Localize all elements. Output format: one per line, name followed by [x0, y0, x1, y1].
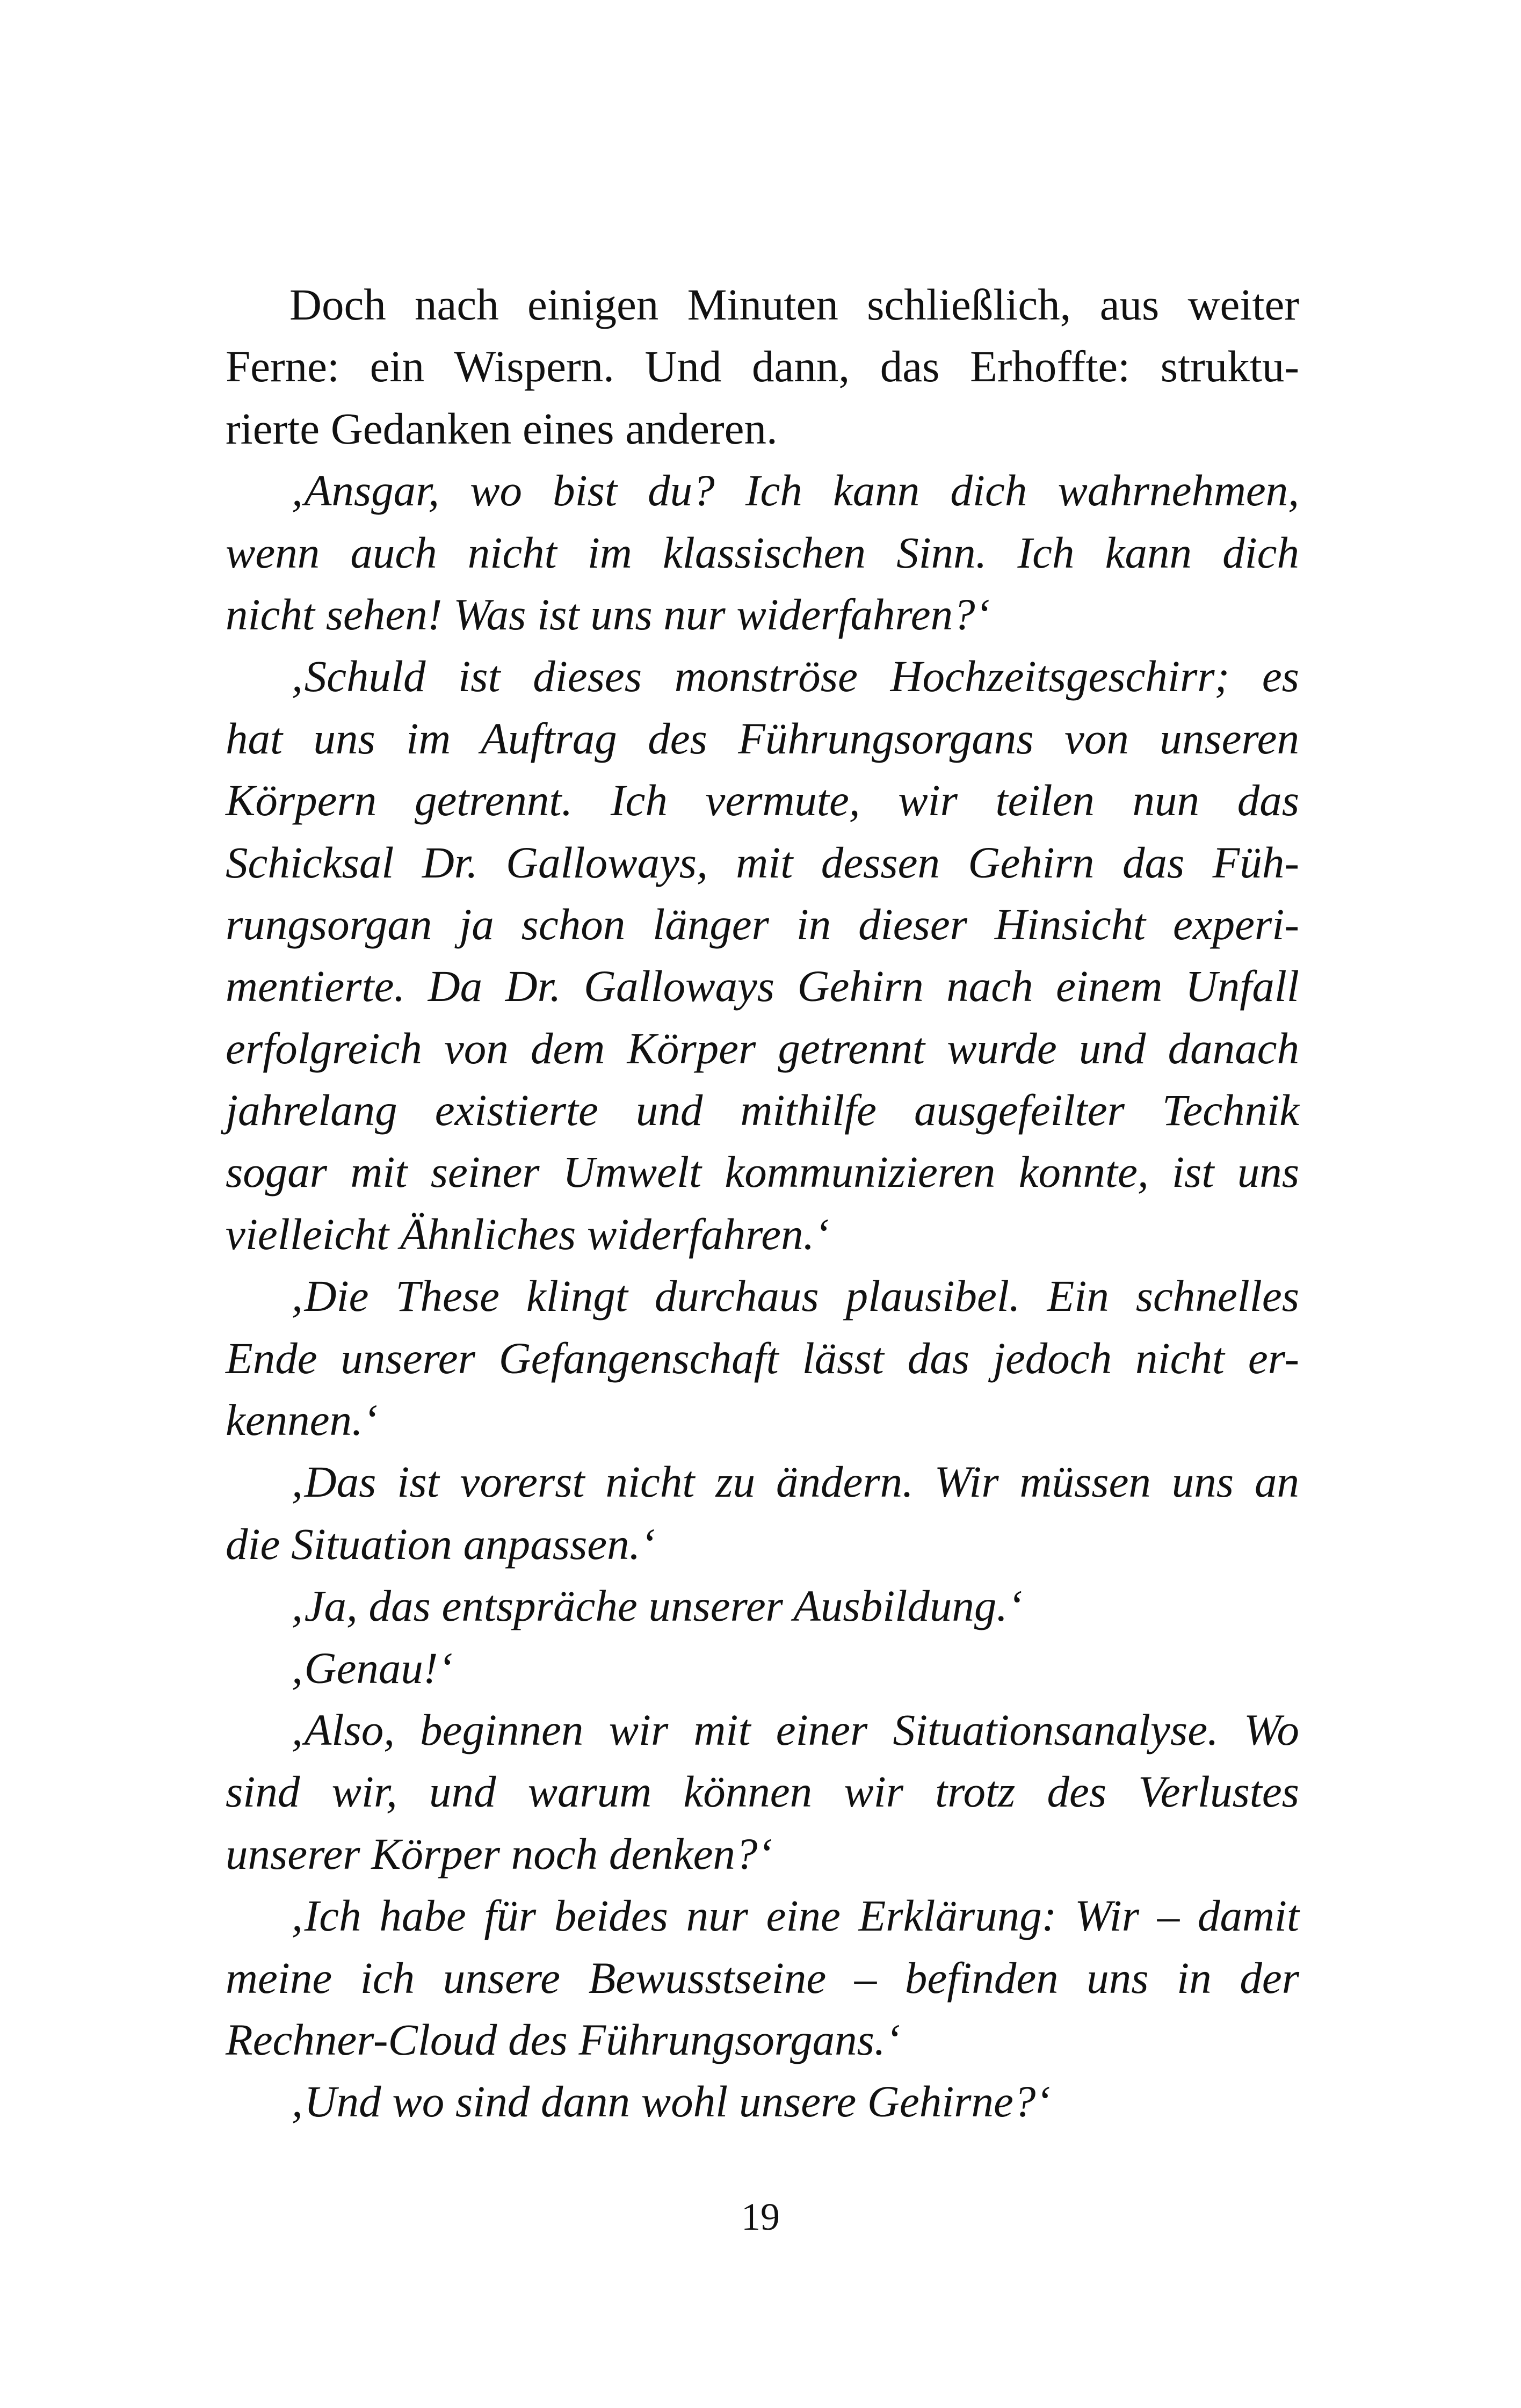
text-line: ‚Genau!‘: [289, 1643, 453, 1693]
text-line: die Situation anpassen.‘: [226, 1519, 655, 1569]
text-line: ‚Das ist vorerst nicht zu ändern. Wir müssen uns an: [289, 1457, 1299, 1507]
text-line: ‚Die These klingt durchaus plausibel. Ein schnelles: [289, 1271, 1299, 1321]
text-line: Schicksal Dr. Galloways, mit dessen Gehirn das Füh-: [226, 837, 1299, 887]
text-line: kennen.‘: [226, 1395, 378, 1445]
text-line: Ende unserer Gefangenschaft lässt das jedoch nicht er-: [226, 1333, 1299, 1383]
text-line: Körpern getrennt. Ich vermute, wir teilen nun das: [226, 775, 1299, 825]
text-line: Doch nach einigen Minuten schließlich, aus weiter: [289, 280, 1299, 329]
text-line: meine ich unsere Bewusstseine – befinden uns in der: [226, 1953, 1299, 2003]
text-line: Ferne: ein Wispern. Und dann, das Erhoffte: struktu-: [226, 342, 1299, 391]
text-line: ‚Ansgar, wo bist du? Ich kann dich wahrnehmen,: [289, 466, 1299, 516]
text-line: ‚Ja, das entspräche unserer Ausbildung.‘: [289, 1581, 1023, 1631]
text-line: wenn auch nicht im klassischen Sinn. Ich kann dich: [226, 527, 1299, 577]
text-line: sind wir, und warum können wir trotz des Verlustes: [226, 1767, 1299, 1817]
text-line: nicht sehen! Was ist uns nur widerfahren?‘: [226, 589, 990, 639]
text-line: unserer Körper noch denken?‘: [226, 1829, 773, 1878]
text-line: jahrelang existierte und mithilfe ausgefeilter Technik: [226, 1085, 1299, 1135]
text-line: rungsorgan ja schon länger in dieser Hinsicht experi-: [226, 899, 1299, 949]
text-line: ‚Also, beginnen wir mit einer Situationsanalyse. Wo: [289, 1705, 1299, 1754]
text-line: rierte Gedanken eines anderen.: [226, 403, 778, 453]
text-line: mentierte. Da Dr. Galloways Gehirn nach einem Unfall: [226, 961, 1299, 1011]
text-line: Rechner-Cloud des Führungsorgans.‘: [226, 2014, 901, 2064]
body-text: [226, 274, 1299, 2133]
text-line: vielleicht Ähnliches widerfahren.‘: [226, 1209, 830, 1259]
text-line: ‚Ich habe für beides nur eine Erklärung: Wir – damit: [289, 1891, 1299, 1941]
text-line: ‚Und wo sind dann wohl unsere Gehirne?‘: [289, 2077, 1051, 2127]
page-number: 19: [741, 2195, 780, 2238]
text-line: sogar mit seiner Umwelt kommunizieren konnte, ist uns: [226, 1147, 1299, 1197]
text-line: hat uns im Auftrag des Führungsorgans von unseren: [226, 713, 1299, 763]
text-line: ‚Schuld ist dieses monströse Hochzeitsgeschirr; es: [289, 651, 1299, 701]
text-line: erfolgreich von dem Körper getrennt wurde und danach: [226, 1023, 1299, 1073]
